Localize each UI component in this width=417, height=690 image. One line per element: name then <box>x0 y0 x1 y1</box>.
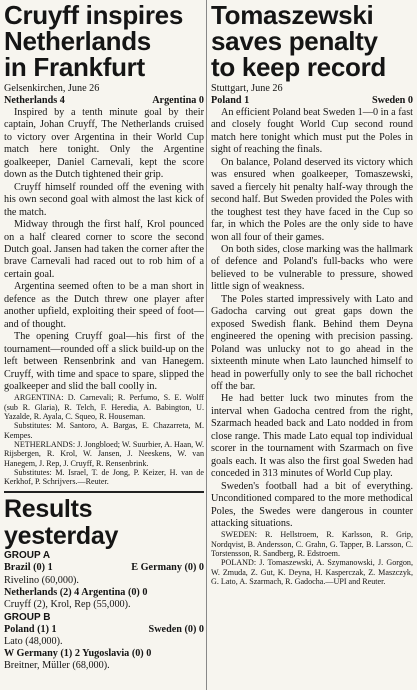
results-group-b <box>4 612 204 673</box>
score-away: Argentina 0 <box>152 95 204 106</box>
article-paragraph: Cruyff himself rounded off the evening with his own second goal with almost the last kick of the match. <box>4 181 204 218</box>
result-right: E Germany (0) 0 <box>131 562 204 574</box>
result-line <box>4 648 204 660</box>
result-scorers: Rivelino (60,000). <box>4 574 79 586</box>
result-line <box>4 562 204 574</box>
article-paragraph: Argentina seemed often to be a man short in defence as the Dutch threw one player after another upfield, exploiting their speed of foot—and of thought. <box>4 281 204 330</box>
right-column <box>211 2 413 586</box>
match-score <box>4 95 204 107</box>
headline-line: to keep record <box>211 52 386 82</box>
dateline: Stuttgart, June 26 <box>211 83 283 94</box>
article-paragraph: Inspired by a tenth minute goal by their captain, Johan Cruyff, The Netherlands cruised to victory over Argentina in their World Cup match here tonight. Only the Argentine goalkeeper, Daniel Carnevali, kept the score down as the Dutch tightened their grip. <box>4 107 204 181</box>
score-away: Sweden 0 <box>371 95 413 106</box>
team-lineup: NETHERLANDS: J. Jongbloed; W. Suurbier, A. Haan, W. Rijsbergen, R. Krol, W. Jansen, J. Neeskens, W. van Hanegem, J. Rep, J. Cruyff, R. Rensenbrink. <box>4 439 204 468</box>
article-paragraph: Sweden's football had a bit of everything. Unconditioned compared to the more methodical Poles, the Swedes were dangerous in counter attacking situations. <box>211 480 413 529</box>
result-scorers: Breitner, Müller (68,000). <box>4 660 110 672</box>
article-paragraph: On balance, Poland deserved its victory which was ensured when goalkeeper, Tomaszewski, saved a fiercely hit penalty half-way through the second half. But Sweden provided the Poles with the toughest test they have faced in the Cup so far, in which the Poles are the only side to have won all four of their games. <box>211 156 413 243</box>
team-substitutes: Substitutes: M. Israel, T. de Jong, P. Keizer, H. van de Kerkhof, P. Schrijvers.—Reuter. <box>4 467 204 487</box>
result-line <box>4 587 204 599</box>
article-paragraph: An efficient Poland beat Sweden 1—0 in a fast and closely fought World Cup second round match here tonight which must put the Poles in sight of reaching the finals. <box>211 107 413 156</box>
result-line <box>4 660 204 672</box>
headline-line: Cruyff inspires <box>4 0 183 30</box>
result-right: Sweden (0) 0 <box>148 623 204 635</box>
article-paragraph: He had better luck two minutes from the interval when Gadocha centred from the right, Szarmach headed back and Lato nodded in from close range. This made Lato equal top individual scorer in the tournament with Szarmach on five goals each. It was also the first goal Sweden had conceded in 313 minutes of World Cup play. <box>211 393 413 480</box>
article-paragraph: Midway through the first half, Krol pounced on a half cleared corner to score the second Dutch goal. Jansen had taken the corner after the brave Carnevali had raced out to rob him of a certain goal. <box>4 219 204 280</box>
score-home: Netherlands 4 <box>4 95 65 106</box>
headline-line: Netherlands <box>4 26 151 56</box>
team-lineup: POLAND: J. Tomaszewski, A. Szymanowski, J. Gorgon, W. Zmuda, Z. Gut, K. Deyna, H. Kasperczak, Z. Maszczyk, G. Lato, A. Szarmach, R. Gadocha.—UPI and Reuter. <box>211 558 413 586</box>
left-column <box>4 2 204 673</box>
result-left: W Germany (1) 2 Yugoslavia (0) 0 <box>4 648 152 660</box>
article-paragraph: On both sides, close marking was the hallmark of defence and Poland's full-backs who were believed to be vulnerable to pressure, showed little sign of weakness. <box>211 243 413 293</box>
headline-line: saves penalty <box>211 26 378 56</box>
result-scorers: Lato (48,000). <box>4 635 63 647</box>
article-paragraph: The Poles started impressively with Lato and Gadocha carving out great gaps down the exposed Swedish flank. Behind them Deyna engineered the opening with precision passing. Poland was unlucky not to go ahead in the sixteenth minute when Lato launched himself to head in powerfully only to see the ball richochet off the bar. <box>211 293 413 392</box>
headline-line: Tomaszewski <box>211 0 374 30</box>
results-divider <box>4 491 204 493</box>
match-score <box>211 95 413 107</box>
right-headline <box>211 2 413 80</box>
result-line <box>4 599 204 611</box>
result-left: Netherlands (2) 4 Argentina (0) 0 <box>4 586 148 598</box>
results-group-a <box>4 550 204 611</box>
results-title: Results yesterday <box>4 495 119 551</box>
group-label: GROUP B <box>4 611 51 623</box>
team-lineup: SWEDEN: R. Hellstroem, R. Karlsson, R. Grip, Nordqvist, B. Andersson, C. Grahn, G. Tapper, B. Larsson, C. Torstensson, R. Sandberg, R. Edstroem. <box>211 530 413 558</box>
headline-line: in Frankfurt <box>4 52 145 82</box>
result-line <box>4 624 204 636</box>
result-line <box>4 575 204 587</box>
dateline: Gelsenkirchen, June 26 <box>4 83 100 94</box>
score-home: Poland 1 <box>211 95 250 106</box>
result-left: Brazil (0) 1 <box>4 562 53 574</box>
group-label: GROUP A <box>4 550 51 562</box>
team-substitutes: Substitutes: M. Santoro, A. Bargas, E. Chazarreta, M. Kempes. <box>4 421 204 440</box>
result-scorers: Cruyff (2), Krol, Rep (55,000). <box>4 599 131 611</box>
left-headline <box>4 2 204 80</box>
team-lineup: ARGENTINA: D. Carnevali; R. Perfumo, S. E. Wolff (sub R. Glaria), R. Telch, F. Heredia, A. Babington, U. Yazalde, R. Ayala, C. Squeo, R. Houseman. <box>4 393 204 422</box>
result-line <box>4 636 204 648</box>
result-left: Poland (1) 1 <box>4 623 57 635</box>
column-divider <box>206 0 207 690</box>
article-paragraph: The opening Cruyff goal—his first of the tournament—rounded off a slick build-up on the left between Rensenbrink and van Hanegem. Cruyff, with time and space to spare, slipped the goalkeeper and slid the ball coolly in. <box>4 331 204 392</box>
